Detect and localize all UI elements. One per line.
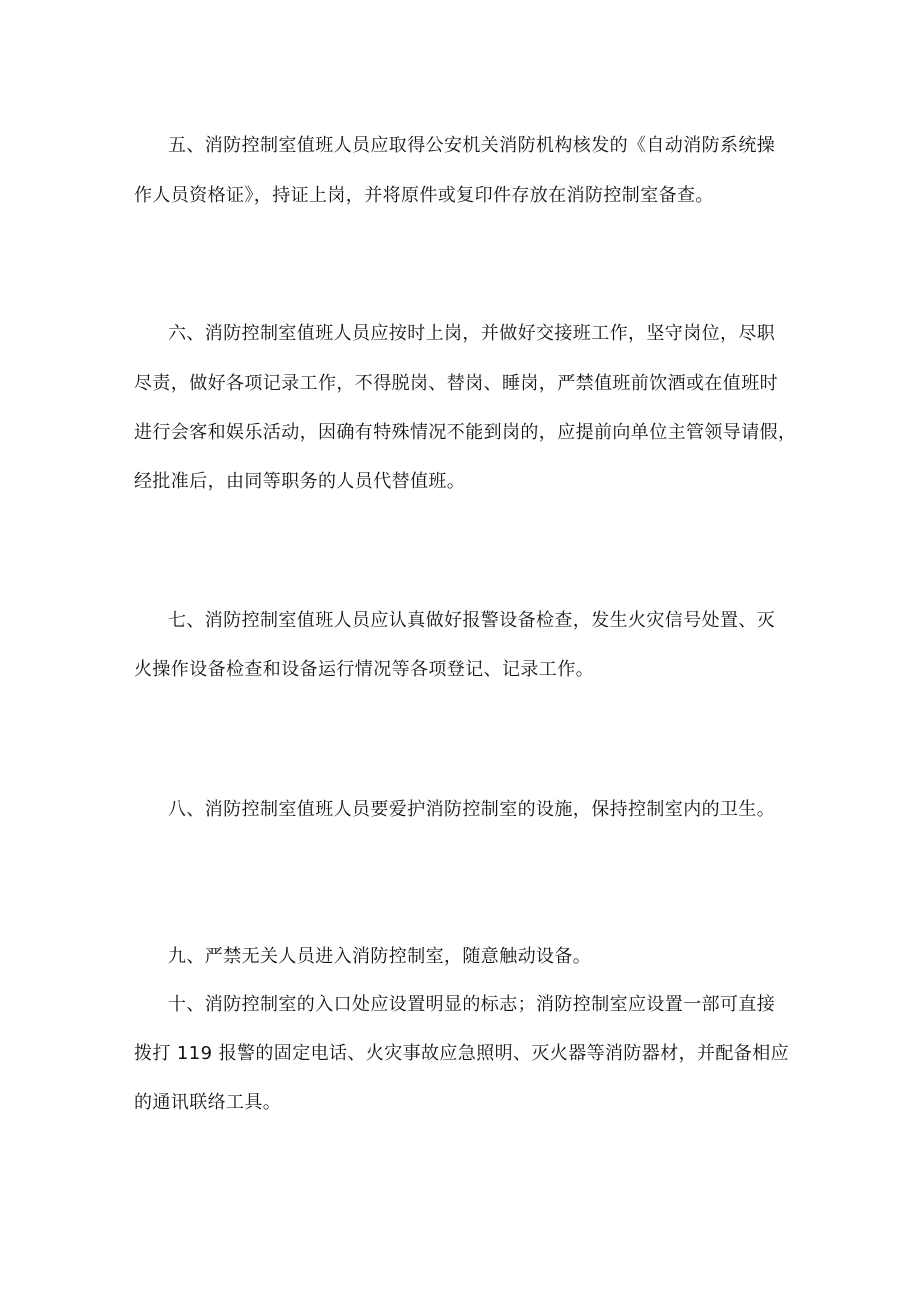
clause-7-line-2: 火操作设备检查和设备运行情况等各项登记、记录工作。 [134,659,594,680]
clause-10-line-2: 拨打 119 报警的固定电话、火灾事故应急照明、灭火器等消防器材，并配备相应 [134,1043,789,1064]
clause-6-line-3: 进行会客和娱乐活动，因确有特殊情况不能到岗的，应提前向单位主管领导请假， [134,422,797,443]
clause-8-line-1: 八、消防控制室值班人员要爱护消防控制室的设施，保持控制室内的卫生。 [168,799,776,820]
clause-5-line-2: 作人员资格证》，持证上岗，并将原件或复印件存放在消防控制室备查。 [134,185,714,206]
clause-6-line-1: 六、消防控制室值班人员应按时上岗，并做好交接班工作，坚守岗位，尽职 [168,323,776,344]
clause-6-line-4: 经批准后，由同等职务的人员代替值班。 [134,471,466,492]
clause-10-line-3: 的通讯联络工具。 [134,1092,282,1113]
clause-10-line-1: 十、消防控制室的入口处应设置明显的标志；消防控制室应设置一部可直接 [168,994,776,1015]
clause-9-line-1: 九、严禁无关人员进入消防控制室，随意触动设备。 [168,946,592,967]
clause-7-line-1: 七、消防控制室值班人员应认真做好报警设备检查，发生火灾信号处置、灭 [168,610,776,631]
clause-6-line-2: 尽责，做好各项记录工作，不得脱岗、替岗、睡岗，严禁值班前饮酒或在值班时 [134,373,778,394]
clause-5-line-1: 五、消防控制室值班人员应取得公安机关消防机构核发的《自动消防系统操 [168,135,776,156]
